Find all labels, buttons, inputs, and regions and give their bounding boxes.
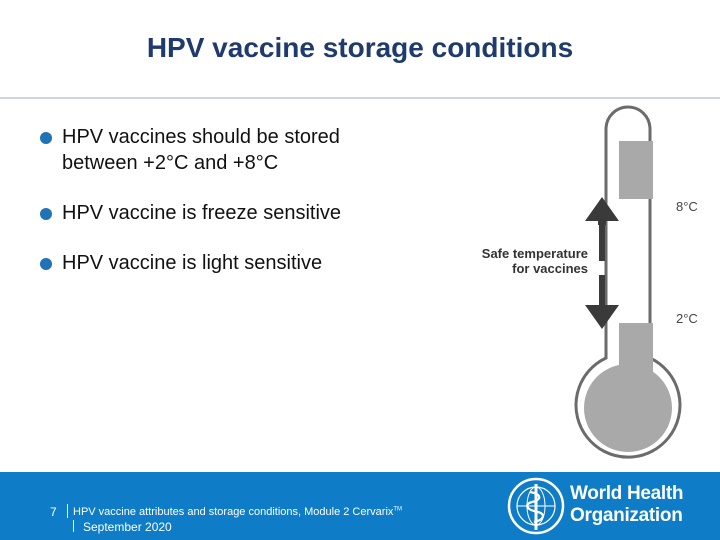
page-number: 7 — [50, 505, 57, 519]
bullet-dot-icon — [40, 208, 52, 220]
trademark: TM — [393, 506, 403, 513]
safe-label-line2: for vaccines — [512, 261, 588, 276]
footer-module-text — [73, 506, 402, 518]
thermometer-upper-segment — [619, 141, 653, 199]
thermometer-bulb — [584, 364, 672, 452]
upper-limit-label: 8°C — [676, 199, 698, 214]
bullet-text-continued: between +2°C and +8°C — [62, 152, 279, 174]
bullet-text: HPV vaccine is freeze sensitive — [62, 202, 342, 224]
bullet-dot-icon — [40, 258, 52, 270]
safe-temperature-label — [460, 246, 588, 276]
who-name-line2: Organization — [570, 505, 683, 526]
title-area — [0, 0, 720, 98]
who-name-line1: World Health — [570, 483, 684, 504]
footer-divider — [67, 504, 68, 518]
bullet-text: HPV vaccines should be stored — [62, 126, 340, 148]
title-divider — [0, 97, 720, 99]
who-wordmark — [570, 483, 683, 527]
lower-limit-label: 2°C — [676, 311, 698, 326]
bullet-item — [40, 200, 460, 226]
module-title: HPV vaccine attributes and storage conditions, Module 2 Cervarix — [73, 506, 394, 518]
who-emblem-icon — [506, 476, 566, 536]
thermometer-illustration — [460, 105, 710, 465]
footer-divider — [73, 520, 74, 532]
bullet-item — [40, 124, 460, 176]
footer-date: September 2020 — [83, 520, 172, 534]
slide-title: HPV vaccine storage conditions — [146, 32, 574, 63]
safe-label-line1: Safe temperature — [481, 246, 588, 261]
bullet-list — [40, 124, 460, 300]
bullet-dot-icon — [40, 132, 52, 144]
bullet-text: HPV vaccine is light sensitive — [62, 252, 323, 274]
bullet-item — [40, 250, 460, 276]
